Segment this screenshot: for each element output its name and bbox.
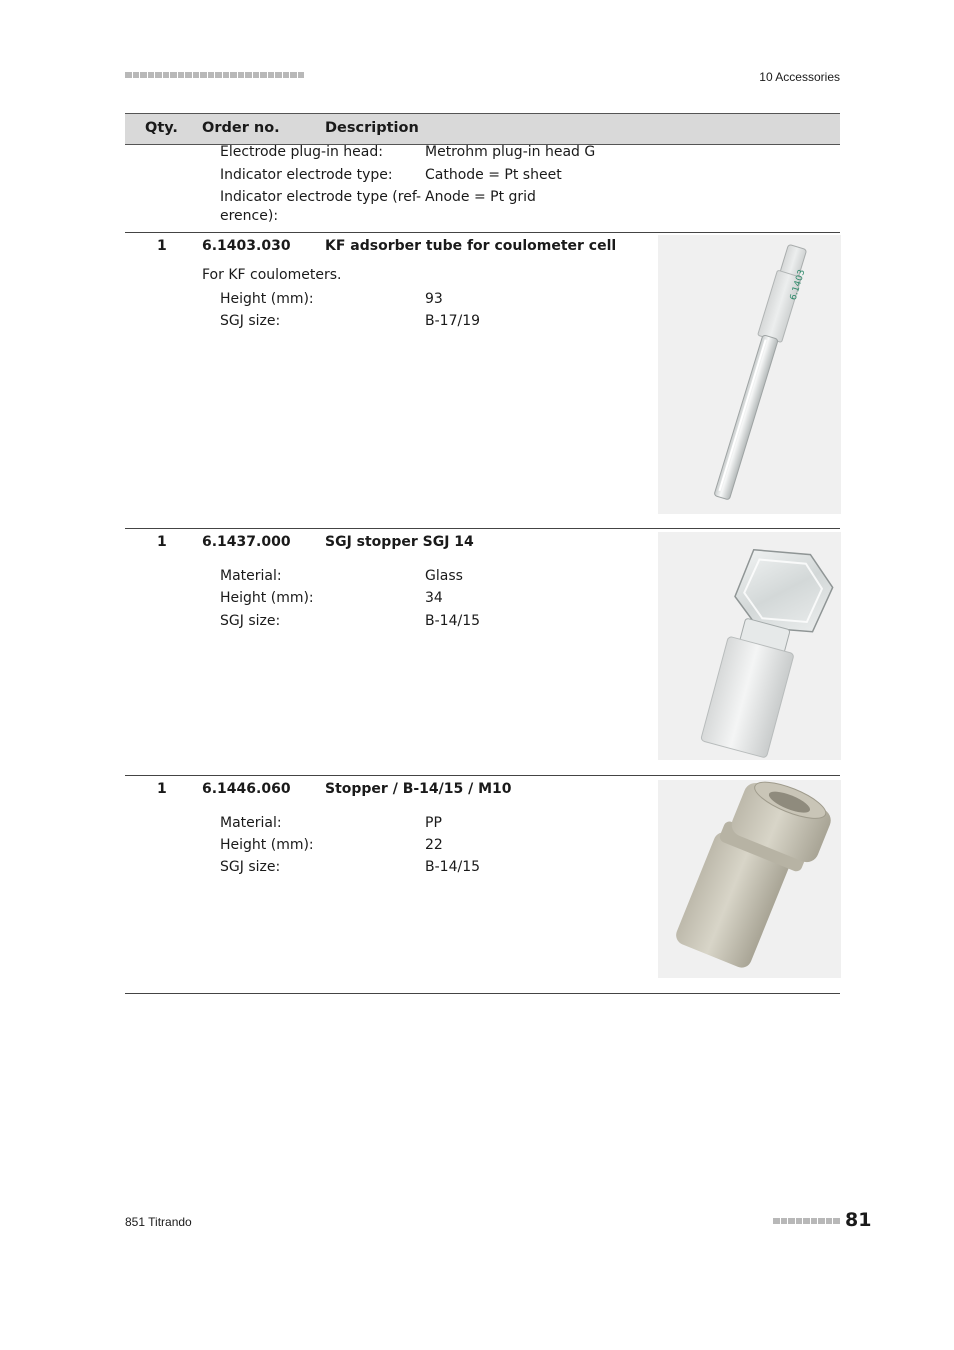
footer-product: 851 Titrando [125, 1215, 192, 1229]
spec-label: Height (mm): [220, 590, 314, 606]
item-qty: 1 [157, 781, 167, 797]
spec-label: Material: [220, 568, 282, 584]
column-description: Description [325, 120, 419, 136]
spec-label: Electrode plug-in head: [220, 144, 383, 160]
spec-label: Material: [220, 815, 282, 831]
adsorber-tube-photo [658, 235, 841, 514]
item-name: Stopper / B-14/15 / M10 [325, 781, 512, 797]
table-header [125, 113, 840, 145]
column-order-no: Order no. [202, 120, 280, 136]
spec-label: SGJ size: [220, 313, 281, 329]
page-number: 81 [845, 1209, 872, 1231]
item-qty: 1 [157, 534, 167, 550]
spec-label: Height (mm): [220, 291, 314, 307]
spec-value: Cathode = Pt sheet [425, 167, 562, 183]
spec-value: PP [425, 815, 442, 831]
spec-value: Glass [425, 568, 463, 584]
spec-label: Indicator electrode type (ref- [220, 189, 422, 205]
pp-stopper-photo [658, 780, 841, 978]
spec-value: 22 [425, 837, 443, 853]
spec-label-continued: erence): [220, 208, 279, 224]
spec-value: Anode = Pt grid [425, 189, 536, 205]
spec-label: SGJ size: [220, 613, 281, 629]
chapter-title: 10 Accessories [759, 70, 840, 84]
spec-value: 34 [425, 590, 443, 606]
spec-value: B-17/19 [425, 313, 481, 329]
spec-label: SGJ size: [220, 859, 281, 875]
item-name: KF adsorber tube for coulometer cell [325, 238, 617, 254]
spec-label: Height (mm): [220, 837, 314, 853]
spec-label: Indicator electrode type: [220, 167, 393, 183]
spec-value: Metrohm plug-in head G [425, 144, 596, 160]
column-qty: Qty. [145, 120, 178, 136]
footer-decoration-dots [773, 1218, 840, 1224]
spec-value: B-14/15 [425, 613, 481, 629]
spec-value: 93 [425, 291, 443, 307]
header-decoration-dots [125, 72, 304, 78]
glass-stopper-photo [658, 532, 841, 760]
item-qty: 1 [157, 238, 167, 254]
item-order-no: 6.1446.060 [202, 781, 291, 797]
tube-print: 6.1403 [788, 268, 808, 302]
spec-value: B-14/15 [425, 859, 481, 875]
item-note: For KF coulometers. [202, 267, 342, 283]
row-divider [125, 232, 840, 233]
row-divider [125, 775, 840, 776]
item-order-no: 6.1403.030 [202, 238, 291, 254]
row-divider [125, 528, 840, 529]
item-order-no: 6.1437.000 [202, 534, 291, 550]
table-bottom-rule [125, 993, 840, 994]
item-name: SGJ stopper SGJ 14 [325, 534, 474, 550]
